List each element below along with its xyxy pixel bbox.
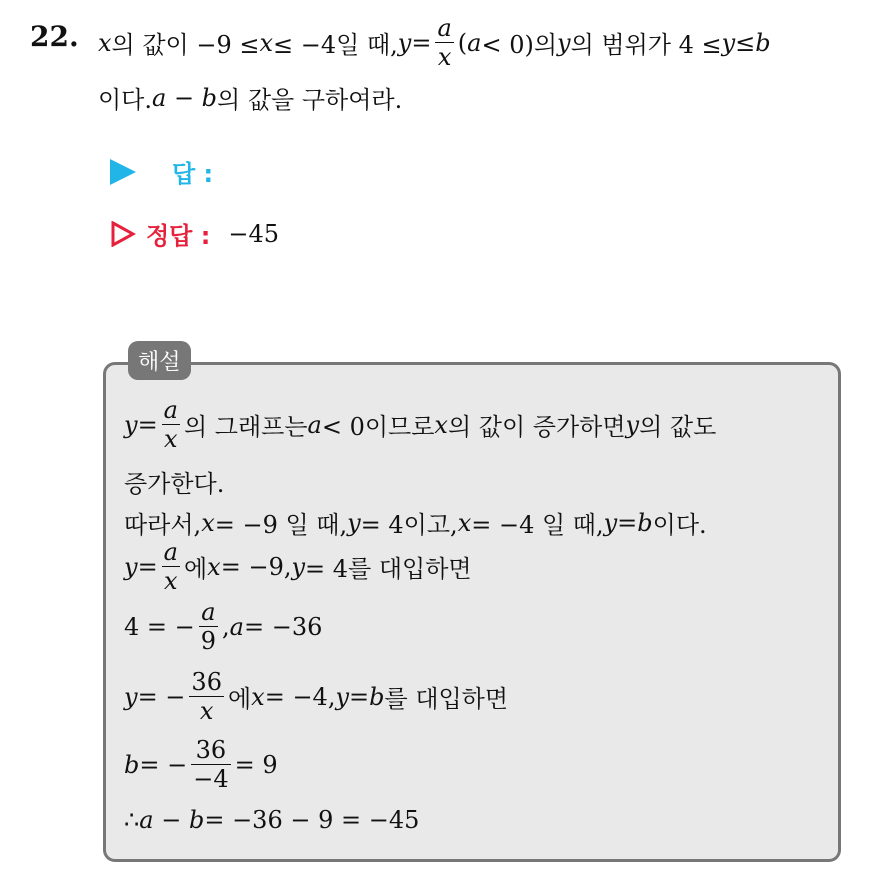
var-y: y <box>124 682 138 711</box>
text: = −36 − 9 = −45 <box>204 806 420 834</box>
var-b: b <box>637 508 653 537</box>
text: 따라서, <box>124 511 202 539</box>
text: = −9, <box>220 552 292 581</box>
var-y: y <box>603 508 618 537</box>
question-number: 22. <box>30 20 79 53</box>
text: = −4, <box>264 682 336 711</box>
var-x: x <box>98 28 112 57</box>
numerator: a <box>163 538 178 566</box>
var-b: b <box>124 750 140 779</box>
var-y: y <box>291 552 306 581</box>
text: = −36 <box>243 612 323 641</box>
text: = −4 일 때, <box>471 511 604 539</box>
expression: a − b <box>139 806 205 834</box>
solution-line-3 <box>124 505 707 540</box>
text: , <box>222 612 230 641</box>
text: 이다. <box>98 86 152 114</box>
correct-answer-label: 정답 : <box>146 222 211 250</box>
var-y: y <box>557 28 571 57</box>
numerator: a <box>199 600 218 627</box>
text: 에 <box>183 555 208 583</box>
text: ≤ <box>735 28 756 57</box>
question-line-1 <box>98 16 771 69</box>
numerator: a <box>163 396 178 424</box>
play-arrow-icon <box>110 159 136 185</box>
var-y: y <box>335 682 350 711</box>
text: 의 그래프는 <box>183 413 308 441</box>
solution-line-8 <box>124 806 419 834</box>
correct-answer-row <box>110 216 279 251</box>
outline-arrow-icon <box>110 221 136 247</box>
fraction <box>189 670 224 723</box>
denominator: x <box>199 697 214 725</box>
fraction <box>162 398 180 451</box>
numerator: 36 <box>191 668 222 696</box>
text: 의 값이 증가하면 <box>447 413 626 441</box>
solution-line-6 <box>124 670 508 723</box>
text: 4 = − <box>124 612 195 641</box>
solution-line-1 <box>124 398 716 451</box>
solution-line-4 <box>124 540 472 593</box>
question-line-2 <box>98 80 402 115</box>
therefore-symbol: ∴ <box>124 806 140 834</box>
solution-line-2: 증가한다. <box>124 470 225 498</box>
denominator: x <box>164 567 178 595</box>
text: = <box>411 28 432 57</box>
text: 이다. <box>652 511 707 539</box>
text: = − <box>139 750 188 779</box>
var-y: y <box>397 28 412 57</box>
var-x: x <box>259 28 274 57</box>
text: 의 값이 −9 ≤ <box>111 31 260 59</box>
answer-row <box>110 154 213 189</box>
var-b: b <box>369 682 385 711</box>
text: = − <box>137 682 186 711</box>
var-y: y <box>721 28 736 57</box>
var-y: y <box>124 410 138 439</box>
text: ( <box>457 28 468 57</box>
solution-line-5 <box>124 600 322 653</box>
text: = <box>349 682 370 711</box>
text: < 0이므로 <box>321 413 435 441</box>
text: 의 값도 <box>639 413 717 441</box>
fraction <box>191 738 230 791</box>
denominator: x <box>437 43 452 71</box>
text: = <box>137 410 158 439</box>
var-y: y <box>625 410 640 439</box>
var-x: x <box>251 682 265 711</box>
var-a: a <box>229 612 244 641</box>
text: = 4이고, <box>360 511 458 539</box>
var-x: x <box>434 410 448 439</box>
numerator: a <box>437 14 452 42</box>
text: < 0)의 <box>481 31 558 59</box>
denominator: −4 <box>193 765 229 793</box>
text: 에 <box>227 685 252 713</box>
text: = <box>617 508 638 537</box>
fraction <box>199 600 218 653</box>
text: = <box>137 552 158 581</box>
var-x: x <box>201 508 215 537</box>
fraction <box>162 540 180 593</box>
text: 를 대입하면 <box>384 685 509 713</box>
solution-line-7 <box>124 738 278 791</box>
answer-label: 답 : <box>172 160 214 188</box>
denominator: x <box>164 425 178 453</box>
var-x: x <box>207 552 221 581</box>
text: ≤ −4일 때, <box>273 31 398 59</box>
var-y: y <box>347 508 361 537</box>
text: = 4를 대입하면 <box>305 555 472 583</box>
var-x: x <box>457 508 472 537</box>
text: = −9 일 때, <box>214 511 348 539</box>
text: 의 값을 구하여라. <box>217 86 403 114</box>
text: = 9 <box>234 750 278 779</box>
correct-answer-value: −45 <box>228 219 279 248</box>
solution-tab: 해설 <box>128 341 191 380</box>
var-b: b <box>755 28 771 57</box>
fraction-a-over-x <box>435 16 453 69</box>
var-y: y <box>124 552 138 581</box>
denominator: 9 <box>200 627 217 655</box>
var-a: a <box>307 410 322 439</box>
text: 의 범위가 4 ≤ <box>570 31 722 59</box>
expression: a − b <box>152 83 218 112</box>
numerator: 36 <box>191 738 230 765</box>
var-a: a <box>467 28 482 57</box>
